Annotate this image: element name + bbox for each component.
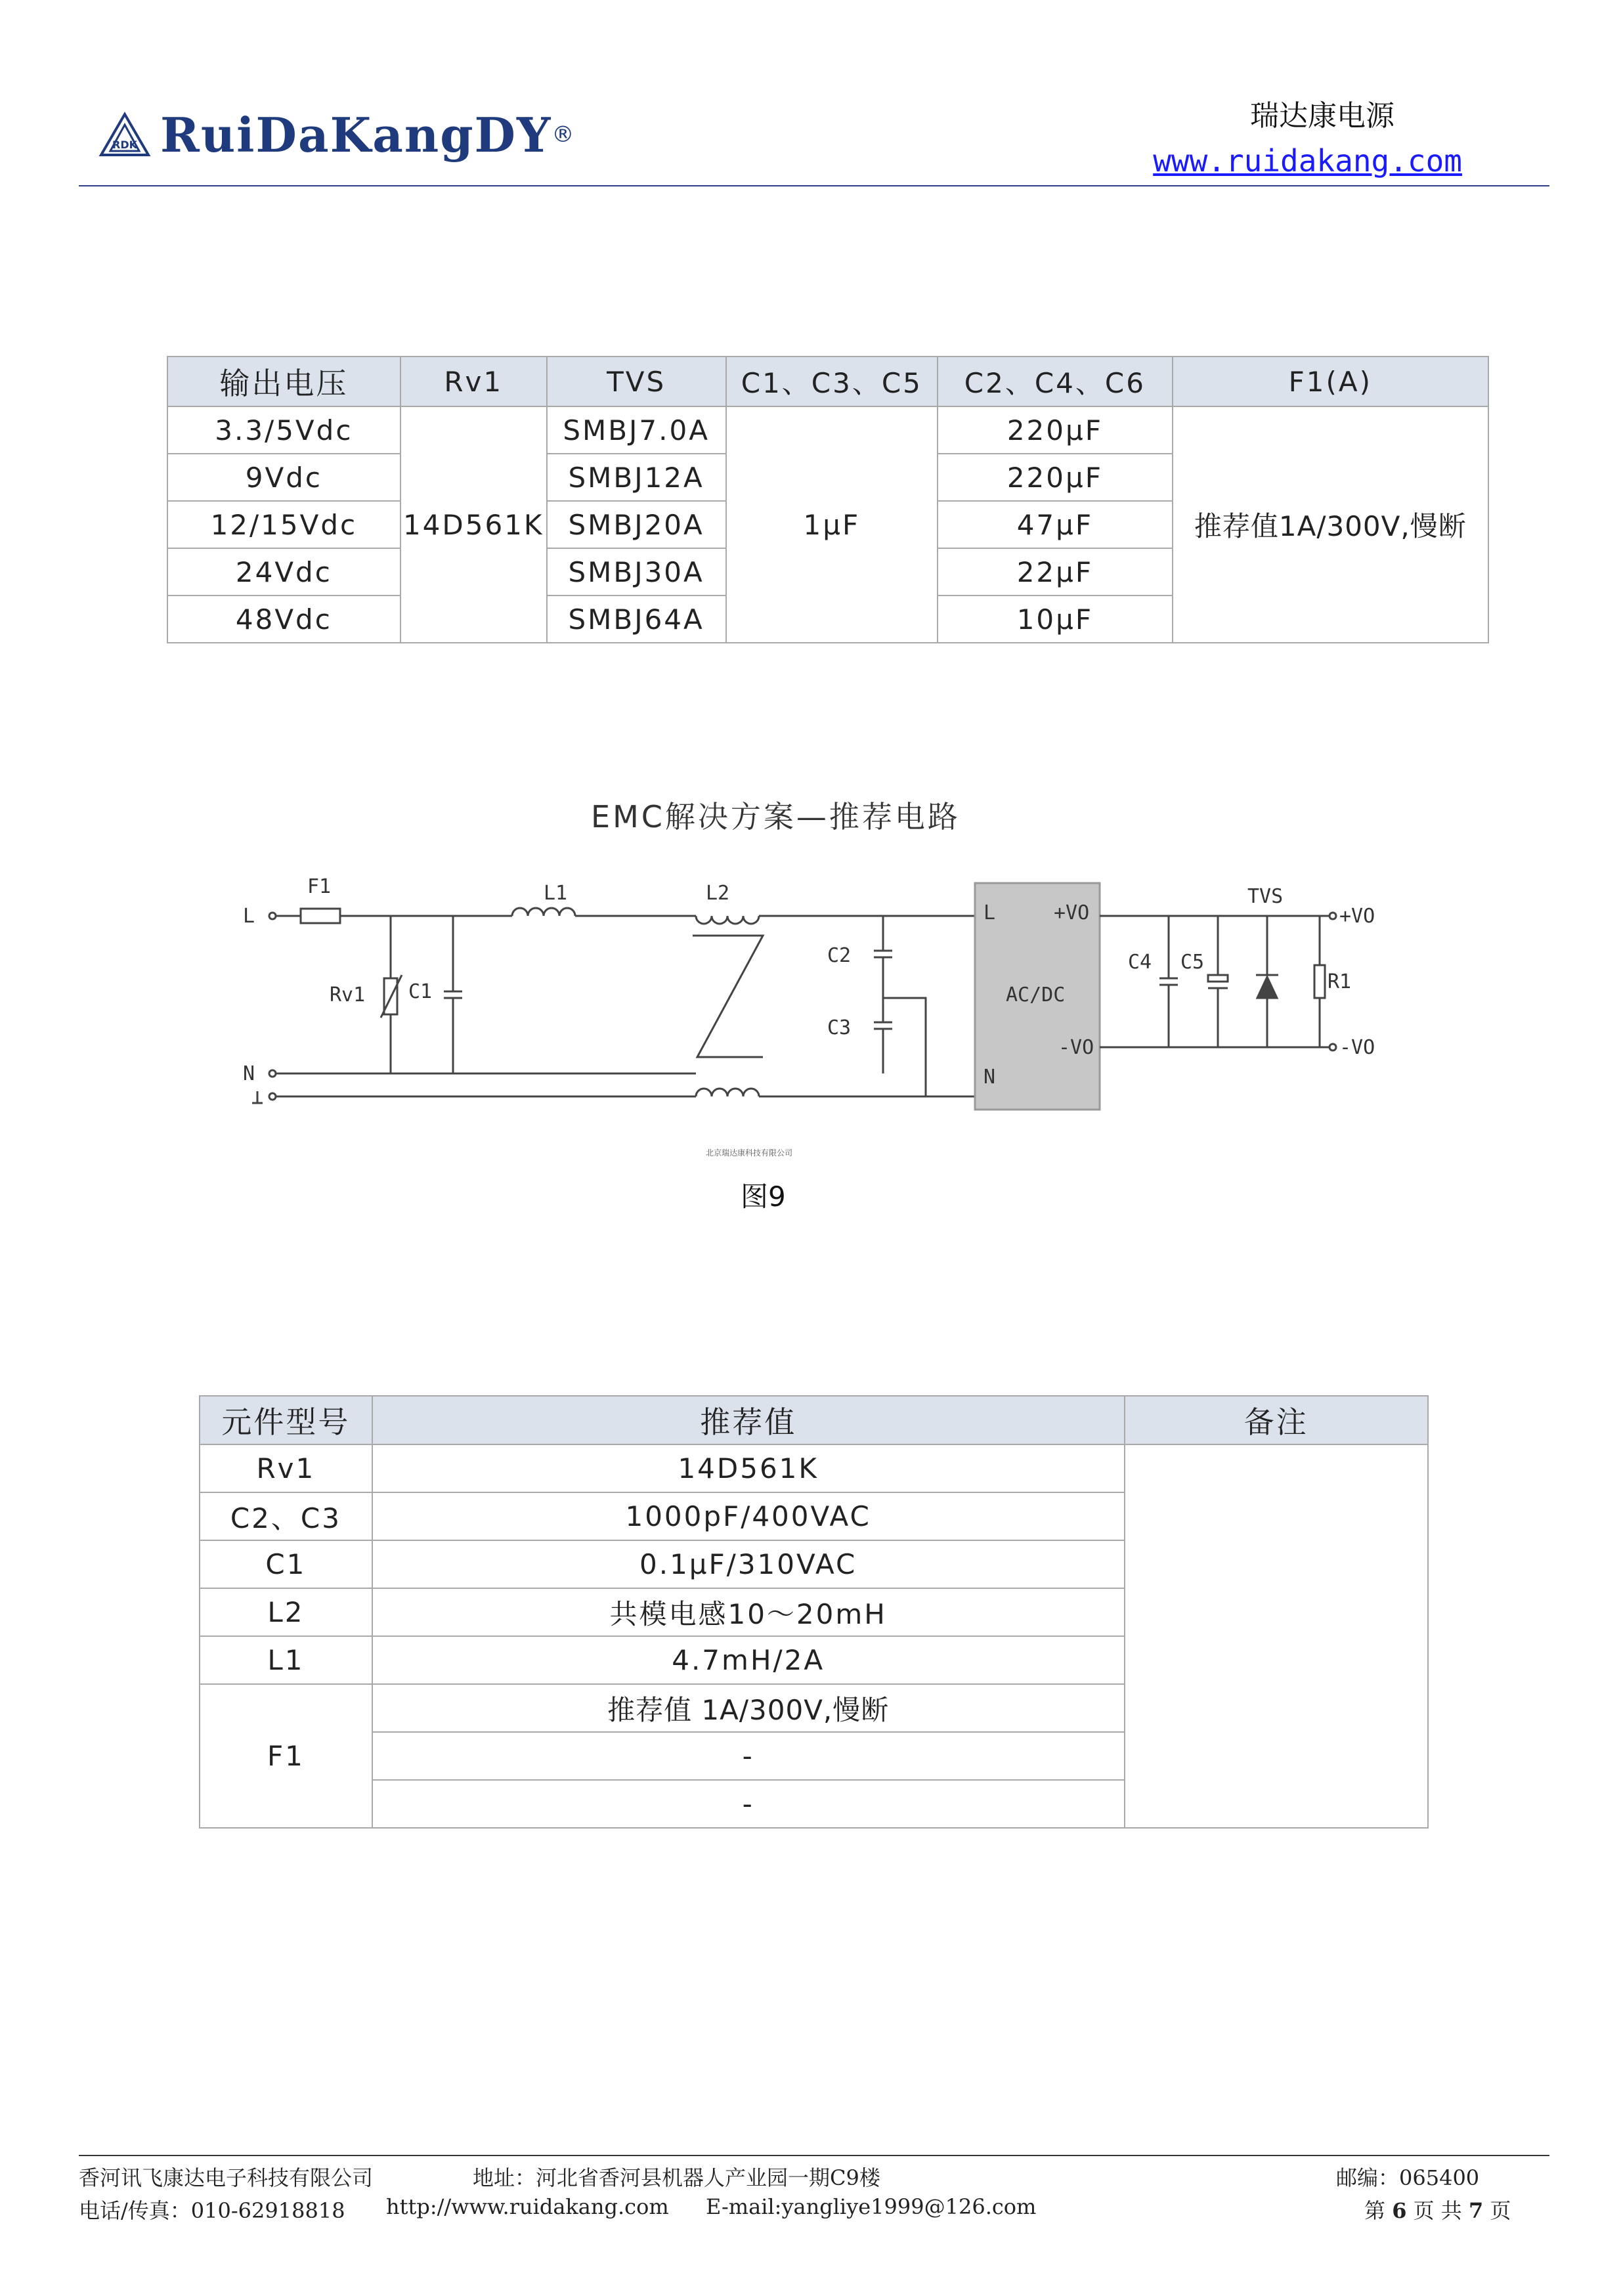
inductor-l2-bottom-symbol (696, 1089, 759, 1096)
tvs-cell: SMBJ20A (547, 501, 726, 548)
label-TVS: TVS (1247, 885, 1284, 908)
table-row (200, 1444, 1428, 1492)
col-header-c2-c4-c6: C2、C4、C6 (938, 357, 1173, 406)
value-cell: 4.7mH/2A (372, 1636, 1125, 1684)
capacitor-c5-symbol (1208, 975, 1228, 982)
voltage-cell: 9Vdc (167, 454, 400, 501)
value-cell: - (372, 1780, 1125, 1828)
table-row (167, 406, 1488, 454)
page-prefix: 第 (1364, 2198, 1386, 2223)
label-C1: C1 (408, 980, 433, 1003)
header-divider (79, 185, 1549, 186)
label-L2: L2 (706, 882, 730, 905)
col-header-c1-c3-c5: C1、C3、C5 (726, 357, 938, 406)
label-C3: C3 (827, 1016, 852, 1039)
tvs-cell: SMBJ30A (547, 548, 726, 596)
tvs-cell: SMBJ7.0A (547, 406, 726, 454)
label-box-N: N (983, 1066, 996, 1089)
c246-cell: 220μF (938, 454, 1173, 501)
label-L1: L1 (544, 882, 568, 905)
footer-phone: 电话/传真：010-62918818 (79, 2198, 345, 2223)
terminal-L (269, 913, 276, 919)
footer-page-number (1364, 2194, 1511, 2224)
page-mid: 页 共 (1413, 2198, 1462, 2223)
part-cell: L1 (200, 1636, 372, 1684)
value-cell: 14D561K (372, 1444, 1125, 1492)
voltage-cell: 24Vdc (167, 548, 400, 596)
header-website-link[interactable]: www.ruidakang.com (1153, 143, 1462, 179)
col-header-value: 推荐值 (372, 1396, 1125, 1444)
page-total: 7 (1468, 2198, 1484, 2223)
value-cell: 推荐值 1A/300V,慢断 (372, 1684, 1125, 1732)
label-C2: C2 (827, 944, 852, 967)
footer-email[interactable]: E-mail:yangliye1999@126.com (706, 2194, 1037, 2219)
label-Rv1: Rv1 (330, 984, 366, 1007)
label-C5: C5 (1180, 951, 1205, 974)
output-voltage-component-table (167, 356, 1489, 643)
recommended-values-table (199, 1395, 1429, 1829)
label-N: N (243, 1062, 255, 1085)
figure-caption: 图9 (741, 1180, 786, 1213)
footer-postcode: 邮编：065400 (1336, 2165, 1480, 2190)
fuse-f1-symbol (301, 909, 340, 923)
label-C4: C4 (1128, 951, 1152, 974)
terminal-N (269, 1070, 276, 1077)
page-suffix: 页 (1490, 2198, 1511, 2223)
part-cell-f1: F1 (200, 1684, 372, 1828)
l2-core-symbol (693, 936, 763, 1057)
logo-text: RuiDaKangDY (160, 106, 552, 163)
logo-registered-mark: ® (551, 121, 574, 148)
voltage-cell: 12/15Vdc (167, 501, 400, 548)
label-box-L: L (983, 901, 996, 924)
c246-cell: 220μF (938, 406, 1173, 454)
logo-mark-letters: RDK (112, 139, 137, 151)
part-cell: C1 (200, 1540, 372, 1588)
c246-cell: 10μF (938, 596, 1173, 643)
tvs-diode-symbol (1257, 977, 1277, 998)
col-header-part: 元件型号 (200, 1396, 372, 1444)
tvs-cell: SMBJ64A (547, 596, 726, 643)
c246-cell: 47μF (938, 501, 1173, 548)
label-R1: R1 (1328, 970, 1352, 993)
col-header-f1: F1(A) (1173, 357, 1488, 406)
inductor-l2-top-symbol (696, 916, 759, 924)
company-logo (98, 98, 574, 171)
value-cell: 1000pF/400VAC (372, 1492, 1125, 1540)
label-box-name: AC/DC (1006, 984, 1066, 1007)
footer-company: 香河讯飞康达电子科技有限公司 (79, 2165, 374, 2190)
label-out-neg: -VO (1339, 1036, 1375, 1059)
f1-cell: 推荐值1A/300V,慢断 (1173, 406, 1488, 643)
part-cell: C2、C3 (200, 1492, 372, 1540)
col-header-output-voltage: 输出电压 (167, 357, 400, 406)
part-cell: L2 (200, 1588, 372, 1636)
rv1-cell: 14D561K (400, 406, 547, 643)
voltage-cell: 48Vdc (167, 596, 400, 643)
footer-divider (79, 2155, 1549, 2156)
diagram-credit: 北京瑞达康科技有限公司 (706, 1148, 793, 1158)
tvs-cell: SMBJ12A (547, 454, 726, 501)
col-header-tvs: TVS (547, 357, 726, 406)
note-cell (1125, 1444, 1428, 1828)
label-F1: F1 (307, 875, 332, 898)
col-header-note: 备注 (1125, 1396, 1428, 1444)
col-header-rv1: Rv1 (400, 357, 547, 406)
terminal-out-pos (1329, 913, 1336, 919)
value-cell: 0.1μF/310VAC (372, 1540, 1125, 1588)
table-header-row (200, 1396, 1428, 1444)
emc-circuit-diagram (223, 788, 1392, 1156)
diagram-title: EMC解决方案—推荐电路 (591, 799, 961, 834)
voltage-cell: 3.3/5Vdc (167, 406, 400, 454)
page-current: 6 (1392, 2198, 1407, 2223)
label-box-vo-pos: +VO (1054, 901, 1090, 924)
inductor-l1-symbol (512, 908, 575, 916)
label-out-pos: +VO (1339, 905, 1375, 928)
c135-cell: 1μF (726, 406, 938, 643)
logo-mark-icon (98, 112, 151, 158)
c246-cell: 22μF (938, 548, 1173, 596)
terminal-out-neg (1329, 1044, 1336, 1051)
value-cell: - (372, 1732, 1125, 1780)
resistor-r1-symbol (1314, 965, 1325, 998)
label-L: L (243, 905, 255, 928)
circuit-schematic (223, 788, 1392, 1156)
part-cell: Rv1 (200, 1444, 372, 1492)
table-header-row (167, 357, 1488, 406)
terminal-ground (269, 1093, 276, 1100)
footer-address: 地址：河北省香河县机器人产业园一期C9楼 (473, 2165, 880, 2190)
label-box-vo-neg: -VO (1058, 1036, 1094, 1059)
footer-website[interactable]: http://www.ruidakang.com (386, 2194, 669, 2219)
header-company-name: 瑞达康电源 (1250, 99, 1394, 133)
value-cell: 共模电感10～20mH (372, 1588, 1125, 1636)
